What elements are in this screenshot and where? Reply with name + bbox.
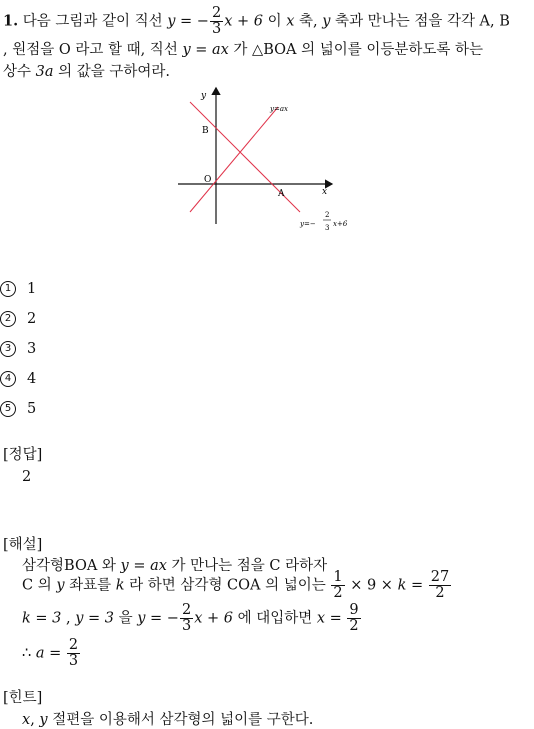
- fraction-numerator: 2: [68, 637, 79, 653]
- question-line-3: [3, 60, 170, 81]
- variable: y: [56, 577, 65, 594]
- fraction-denominator: 3: [68, 653, 79, 670]
- choice-marker: 2: [0, 311, 16, 327]
- fraction: [67, 638, 80, 669]
- equation: y = −: [167, 13, 209, 30]
- line-label-two-thirds-prefix: y=−: [300, 220, 316, 228]
- question-text: 의 값을 구하여라.: [53, 64, 170, 80]
- fraction-denominator: 3: [211, 21, 222, 38]
- explanation-text: × 9 ×: [345, 577, 398, 594]
- question-text: 축,: [294, 13, 323, 30]
- equation: k = 3: [22, 610, 62, 627]
- therefore-symbol: ∴: [22, 645, 36, 662]
- explanation-text: 을: [114, 610, 138, 627]
- fraction-numerator: 1: [333, 569, 343, 585]
- question-text: 이: [262, 13, 287, 30]
- line-label-two-thirds-suffix: x+6: [333, 220, 348, 228]
- question-text: 상수: [3, 64, 36, 80]
- question-line-2: [3, 38, 483, 59]
- y-axis-label: y: [201, 91, 207, 101]
- choice-value: 5: [27, 401, 37, 417]
- equation: y = ax: [182, 42, 229, 58]
- fraction-numerator: 2: [181, 602, 192, 618]
- choice-item-1[interactable]: [0, 281, 36, 297]
- question-text: 가 △BOA 의 넓이를 이등분하도록 하는: [228, 42, 484, 58]
- point-a-label: A: [278, 189, 285, 199]
- fraction: [331, 570, 344, 601]
- fraction-denominator: 2: [349, 618, 359, 635]
- choice-item-4[interactable]: [0, 371, 36, 387]
- choice-marker: 1: [0, 281, 16, 297]
- point-b-label: B: [202, 126, 209, 136]
- hint-text: ,: [30, 712, 40, 728]
- equation: x + 6: [224, 13, 263, 30]
- fraction: [429, 570, 451, 601]
- fraction: [210, 6, 223, 37]
- variable: y: [39, 712, 48, 728]
- choice-marker: 3: [0, 341, 16, 357]
- explanation-text: 삼각형BOA 와: [22, 558, 121, 574]
- line-y-equals-ax: [190, 107, 278, 212]
- choice-marker: 4: [0, 371, 16, 387]
- equation: x =: [316, 610, 347, 627]
- question-text: 다음 그림과 같이 직선: [22, 13, 168, 30]
- fraction-denominator: 2: [333, 585, 343, 602]
- fraction-numerator: 27: [430, 569, 450, 585]
- variable: y: [322, 13, 331, 30]
- explanation-text: 에 대입하면: [232, 610, 317, 627]
- variable: 3a: [35, 64, 54, 80]
- variable: k: [115, 577, 125, 594]
- explanation-line-2: [22, 570, 452, 601]
- choice-item-2[interactable]: [0, 311, 36, 327]
- explanation-text: 좌표를: [64, 577, 116, 594]
- variable: x: [22, 712, 31, 728]
- equation: a =: [35, 645, 66, 662]
- x-axis-label: x: [322, 187, 328, 197]
- line-label-frac-den: 3: [325, 224, 330, 232]
- fraction: [347, 603, 360, 634]
- question-text: 축과 만나는 점을 각각 A, B: [330, 13, 510, 30]
- fraction-numerator: 9: [349, 602, 359, 618]
- variable: k: [397, 577, 407, 594]
- line-label-frac-num: 2: [325, 211, 330, 219]
- choice-item-5[interactable]: [0, 401, 36, 417]
- fraction-denominator: 2: [435, 585, 445, 602]
- question-line-1: [3, 6, 510, 37]
- fraction: [180, 603, 193, 634]
- hint-line-1: [22, 708, 313, 729]
- explanation-text: 라 하면 삼각형 COA 의 넓이는: [124, 577, 331, 594]
- answer-heading: [정답]: [3, 447, 43, 463]
- choice-item-3[interactable]: [0, 341, 36, 357]
- choice-value: 2: [27, 311, 37, 327]
- explanation-text: C 의: [22, 577, 57, 594]
- explanation-text: 가 만나는 점을 C 라하자: [166, 558, 328, 574]
- origin-label: O: [204, 175, 212, 185]
- equation: y = ax: [120, 558, 167, 574]
- question-number: 1.: [3, 12, 19, 30]
- choice-value: 1: [27, 281, 37, 297]
- line-label-ax: y=ax: [270, 105, 288, 113]
- hint-heading: [힌트]: [3, 690, 43, 706]
- explanation-line-4: [22, 638, 81, 669]
- fraction-denominator: 3: [181, 618, 192, 635]
- equation: y = 3: [75, 610, 115, 627]
- answer-value: 2: [22, 469, 32, 485]
- explanation-text: ,: [61, 610, 76, 627]
- equation: y = −: [137, 610, 179, 627]
- coordinate-graph: [170, 82, 370, 232]
- equation: x + 6: [194, 610, 233, 627]
- explanation-heading: [해설]: [3, 537, 43, 553]
- question-text: , 원점을 O 라고 할 때, 직선: [3, 42, 183, 58]
- choice-marker: 5: [0, 401, 16, 417]
- hint-text: 절편을 이용해서 삼각형의 넓이를 구한다.: [47, 712, 314, 728]
- choice-value: 3: [27, 341, 37, 357]
- explanation-text: =: [406, 577, 428, 594]
- explanation-line-3: [22, 603, 362, 634]
- choice-value: 4: [27, 371, 37, 387]
- fraction-numerator: 2: [211, 5, 222, 21]
- variable: x: [286, 13, 295, 30]
